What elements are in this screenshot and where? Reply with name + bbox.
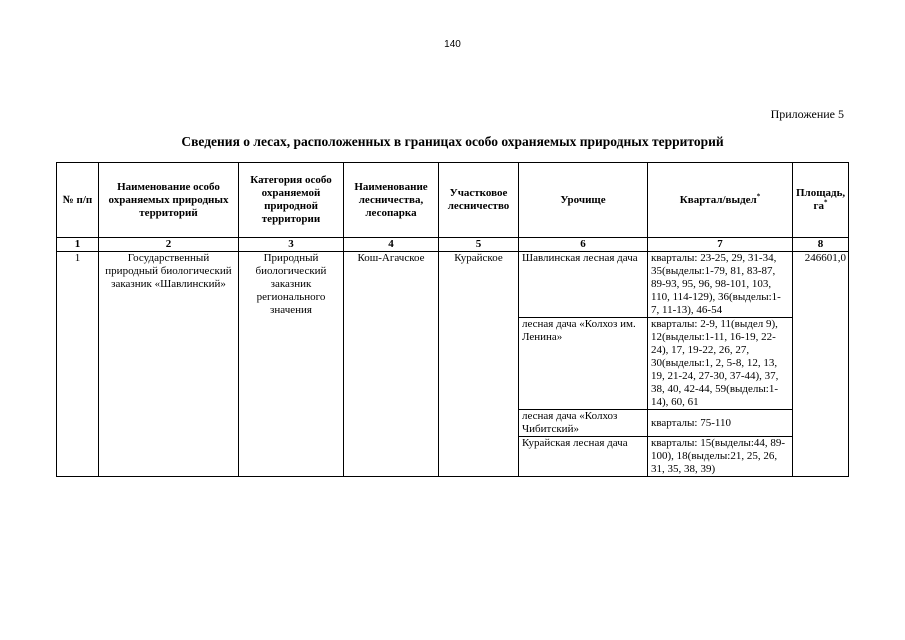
column-number: 6 — [519, 238, 648, 252]
column-number: 5 — [439, 238, 519, 252]
blocks-cell: кварталы: 15(выделы:44, 89-100), 18(выделы:21, 25, 26, 31, 35, 38, 39) — [648, 437, 793, 477]
table-row — [57, 252, 849, 318]
column-number: 1 — [57, 238, 99, 252]
appendix-label: Приложение 5 — [770, 107, 844, 121]
blocks-cell: кварталы: 75-110 — [648, 410, 793, 437]
header-name: Наименование особо охраняемых природных территорий — [99, 163, 239, 238]
column-number: 2 — [99, 238, 239, 252]
header-district: Участковое лесничество — [439, 163, 519, 238]
record-district: Курайское — [439, 252, 519, 477]
header-area-label: Площадь, га — [796, 187, 846, 212]
protected-areas-forest-table — [56, 162, 849, 477]
header-num: № п/п — [57, 163, 99, 238]
header-block — [648, 163, 793, 238]
record-area: 246601,0 — [793, 252, 849, 477]
header-category: Категория особо охраняемой природной территории — [239, 163, 344, 238]
header-block-footnote-mark: * — [756, 191, 761, 200]
header-forestry: Наименование лесничества, лесопарка — [344, 163, 439, 238]
record-name: Государственный природный биологический заказник «Шавлинский» — [99, 252, 239, 477]
table-header-row — [57, 163, 849, 238]
column-numbers-row — [57, 238, 849, 252]
column-number: 3 — [239, 238, 344, 252]
blocks-cell: кварталы: 23-25, 29, 31-34, 35(выделы:1-79, 81, 83-87, 89-93, 95, 96, 98-101, 103, 110, 114-129), 36(выделы:1-7, 11-13), 46-54 — [648, 252, 793, 318]
header-tract: Урочище — [519, 163, 648, 238]
column-number: 8 — [793, 238, 849, 252]
blocks-cell: кварталы: 2-9, 11(выдел 9), 12(выделы:1-11, 16-19, 22-24), 17, 19-22, 26, 27, 30(выделы:1, 2, 5-8, 12, 13, 19, 21-24, 27-30, 37-44), 37, 38, 40, 42-44, 59(выделы:1-14), 60, 61 — [648, 318, 793, 410]
column-number: 4 — [344, 238, 439, 252]
header-block-label: Квартал/выдел — [679, 193, 757, 206]
tract-cell: Шавлинская лесная дача — [519, 252, 648, 318]
tract-cell: лесная дача «Колхоз им. Ленина» — [519, 318, 648, 410]
record-category: Природный биологический заказник регионального значения — [239, 252, 344, 477]
record-forestry: Кош-Агачское — [344, 252, 439, 477]
record-num: 1 — [57, 252, 99, 477]
column-number: 7 — [648, 238, 793, 252]
tract-cell: Курайская лесная дача — [519, 437, 648, 477]
tract-cell: лесная дача «Колхоз Чибитский» — [519, 410, 648, 437]
document-title: Сведения о лесах, расположенных в границах особо охраняемых природных территорий — [181, 134, 724, 149]
header-area — [793, 163, 849, 238]
header-area-footnote-mark: * — [824, 198, 828, 207]
page-number: 140 — [444, 39, 461, 50]
